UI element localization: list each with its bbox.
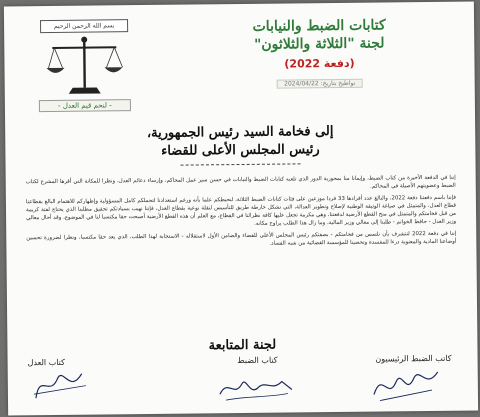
letter-page — [4, 2, 478, 416]
signature-label-right: كاتب الضبط الرئيسيون — [375, 353, 452, 364]
body-paragraph-3: إننا في دفعة 2022 لنتشرف بأن نلتمس من فخامتكم - بصفتكم رئيس المجلس الأعلى للقضاء والضامن الأول لاستقلاله - الاستجابة لهذا الطلب، الذي يعد حقا مكتسبا، ونظرا لضرورة تحسين أوضاعنا المادية والمعنوية درءا للمفسدة وتحصينا للمؤسسة القضائية من شبه الفساد. — [26, 230, 457, 247]
signature-label-middle: كتاب الضبط — [237, 355, 278, 366]
signature-scribble-left — [30, 364, 92, 405]
signature-scribble-right — [368, 360, 446, 405]
header-title-line1: كتابات الضبط والنيابات — [252, 17, 386, 35]
letter-date: تواطيخ بتاريخ: 2024/04/22 — [277, 79, 362, 89]
logo-banner: بسم الله الرحمن الرحيم — [40, 19, 128, 33]
logo-block — [30, 19, 139, 108]
header-title-line2: لجنة "الثلاثة والثلاثون" — [253, 35, 385, 53]
recipient-line2: رئيس المجلس الأعلى للقضاء — [161, 142, 320, 159]
body-paragraph-2: فإننا باسم دفعتنا دفعة 2022، والبالغ عدد أفرادها 33 فردا موزعين على فئات كتابات الضبط الثلاثة، لنحيطكم علما بأنه ورغم استعدادنا لتحملكم كامل المسؤولية وإظهاركم للاهتمام البالغ بقطاعنا قطاع العدل، والمتمثل في صياغة الوثيقة الوطنية لإصلاح وتطوير العدالة، التي تشكل خارطة طريق للتأسيس لنقلة نوعية بقطاع العدل، فإننا نهيب بسيادتكم تحقيق مطلبنا الذي يحتاج لفتة كريمة من قبل فخامتكم والمتمثل في منح القطع الأرضية لدفعتنا، وهي مكرمة تجعل عليها كافة نظرائنا في القطاع، مع العلم أن هذه القطع الأرضية أصبحت حقا مكتسبا لنا في الموضوع، وقد أحال معالي وزير العدل - حافظ الخواتم - طلبنا إلى معالي وزير المالية، وما زال هذا الطلب يراوح مكانه. — [25, 194, 457, 227]
signature-scribble-middle — [216, 365, 296, 404]
letter-header — [194, 16, 445, 91]
logo-tagline: - لنحم قيم العدل - — [39, 99, 131, 112]
recipient-block — [5, 122, 475, 168]
recipient-divider — [181, 163, 301, 165]
recipient-line1: إلى فخامة السيد رئيس الجمهورية، — [146, 124, 334, 141]
letter-body — [26, 174, 457, 254]
signature-row — [20, 354, 466, 409]
committee-title: لجنة المتابعة — [208, 337, 277, 354]
body-paragraph-1: إننا في الدفعة الأخيرة من كتاب الضبط، وإيمانا منا بمحورية الدور الذي تلعبه كتابات الضبط والنيابات في حسن سير عمل المحاكم، وإرساء دعائم العدل، ونظرا للمكانة التي أقرها المشرع لكتاب الضبط وعضويتهم الأصيلة في المحاكم. — [25, 174, 456, 190]
signature-label-left: كتاب العدل — [27, 357, 65, 368]
batch-label: (دفعة 2022) — [284, 56, 355, 71]
scales-of-justice-icon — [44, 33, 125, 98]
